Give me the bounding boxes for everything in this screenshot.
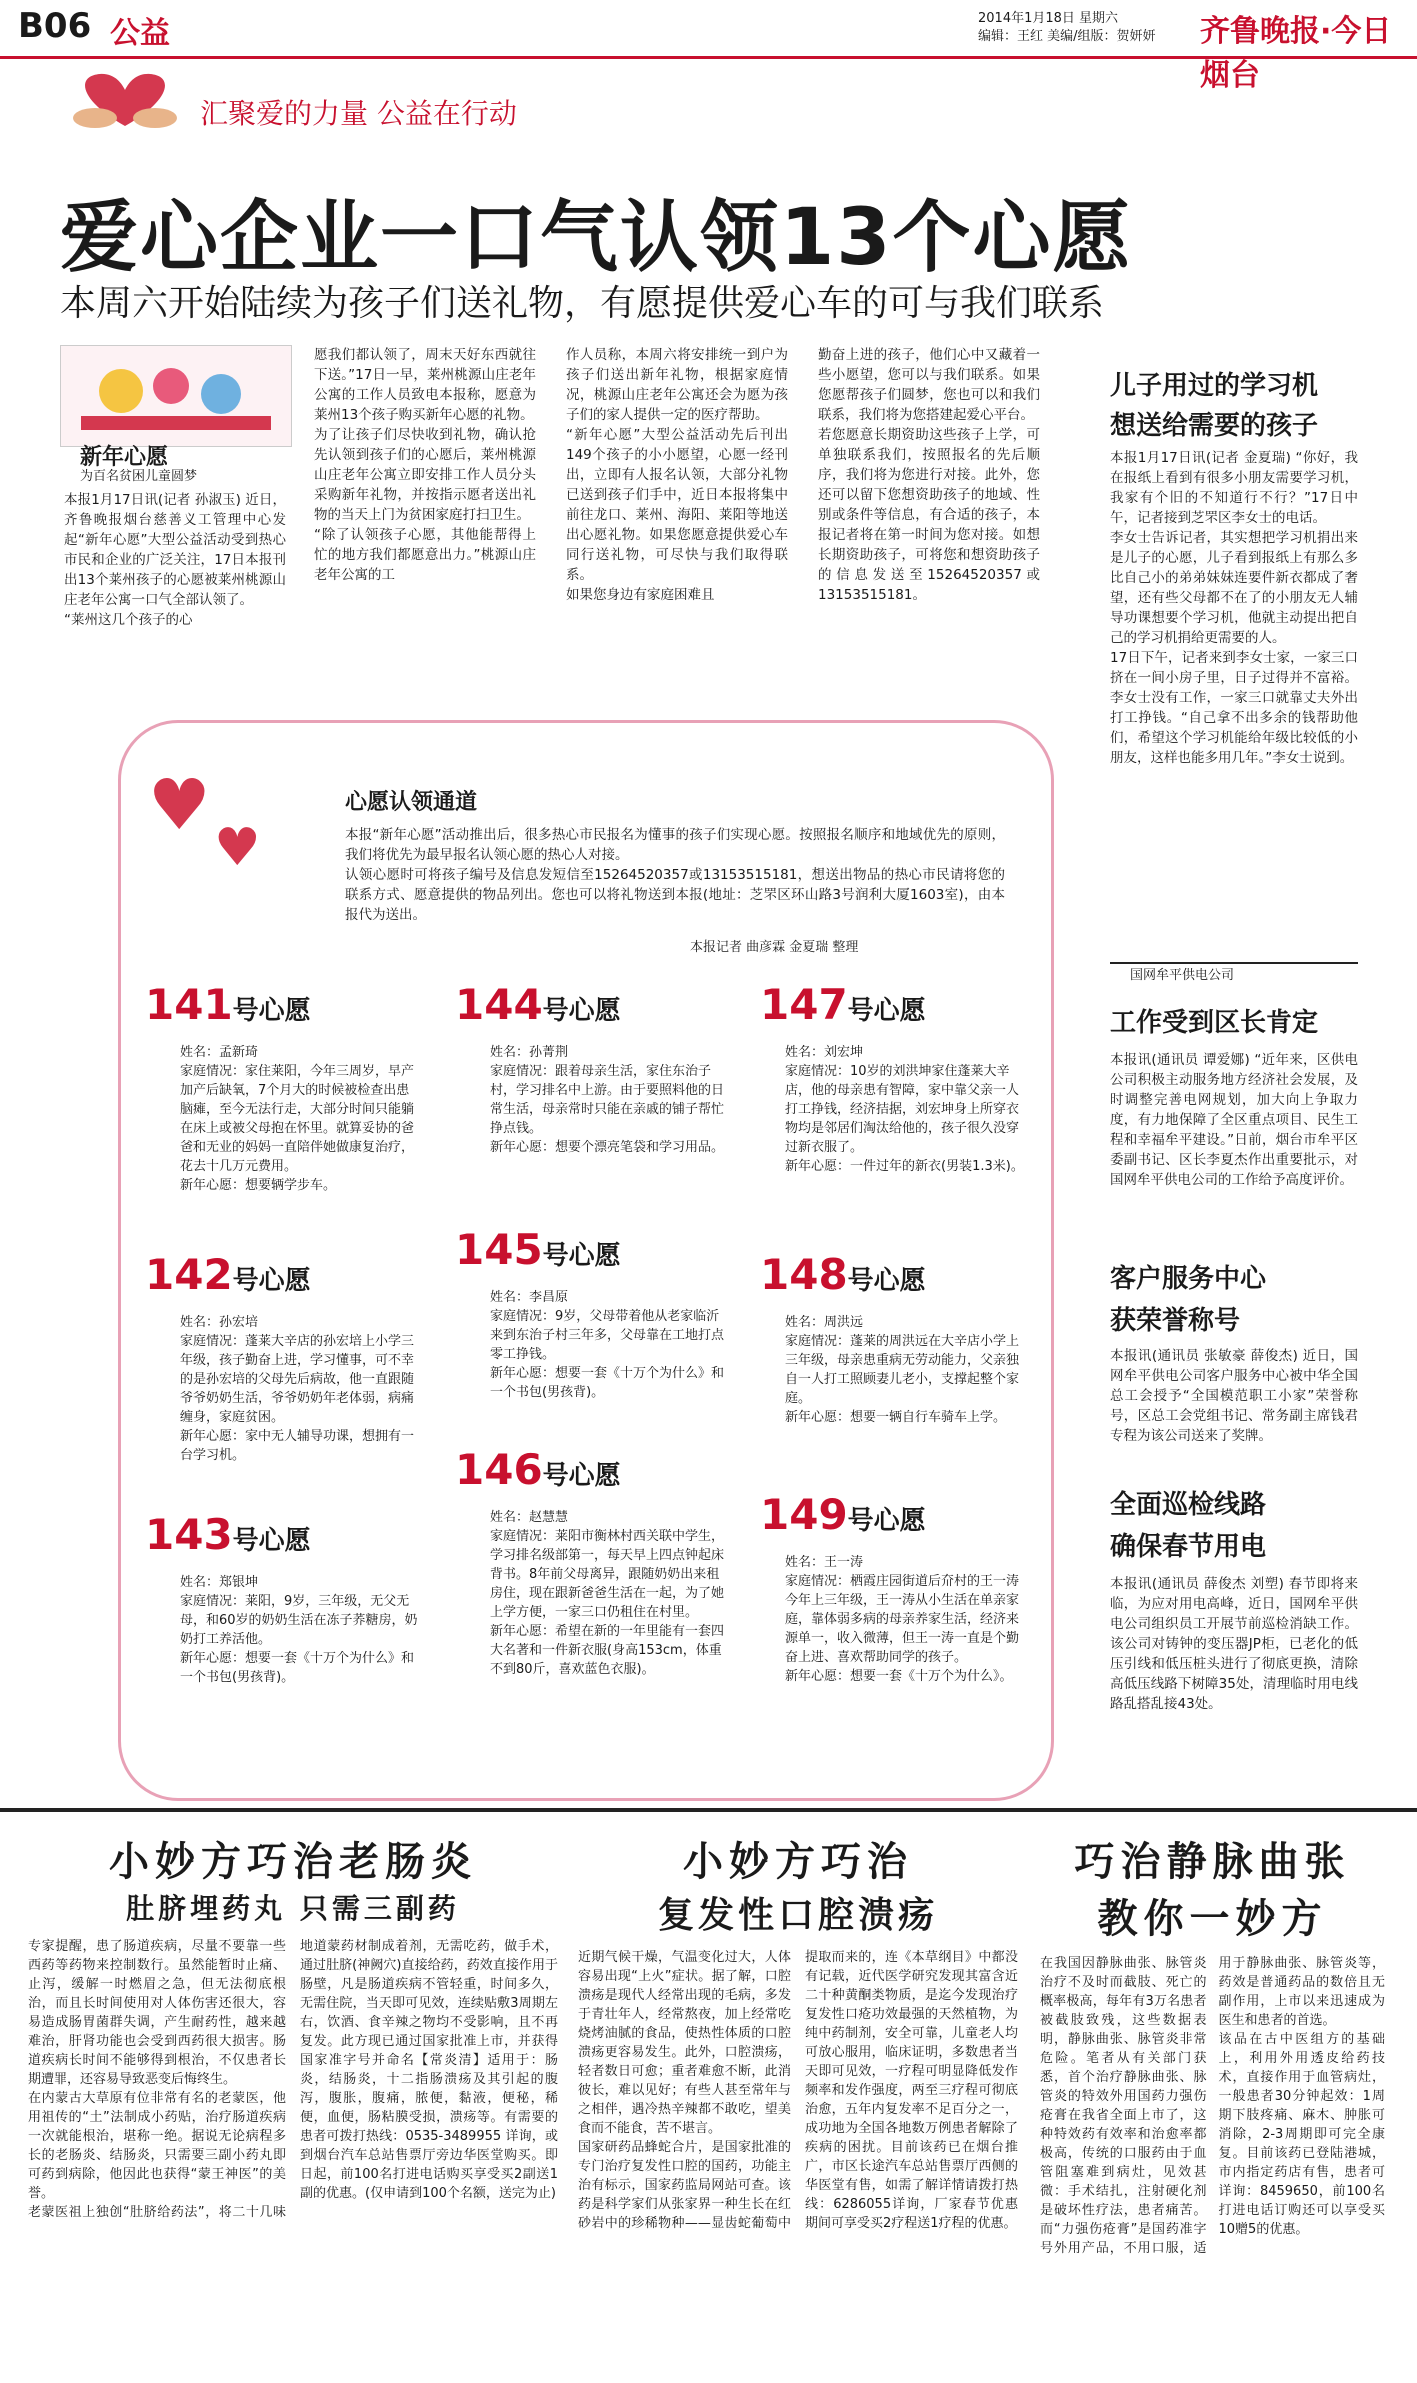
wish-card xyxy=(145,1510,420,1687)
wish-card xyxy=(145,1250,420,1465)
wish-suffix: 号心愿 xyxy=(847,1506,926,1536)
wish-suffix: 号心愿 xyxy=(847,1266,926,1296)
ad-2-subtitle: 复发性口腔溃疡 xyxy=(657,1895,938,1936)
wish-suffix: 号心愿 xyxy=(232,996,311,1026)
story-column-1: 本报1月17日讯(记者 孙淑玉) 近日，齐鲁晚报烟台慈善义工管理中心发起“新年心愿”大型公益活动受到热心市民和企业的广泛关注，17日本报刊出13个莱州孩子的心愿被莱州桃源山庄老年公寓一口气全部认领了。 “莱州这几个孩子的心 xyxy=(64,492,286,628)
wish-details: 姓名：李昌原 家庭情况：9岁，父母带着他从老家临沂来到东治子村三年多，父母靠在工地打点零工挣钱。 新年心愿：想要一套《十万个为什么》和一个书包(男孩背)。 xyxy=(490,1290,725,1400)
wish-details: 姓名：周洪远 家庭情况：蓬莱的周洪远在大辛店小学上三年级，母亲患重病无劳动能力，父亲独自一人打工照顾妻儿老小，支撑起整个家庭。 新年心愿：想要一辆自行车骑车上学。 xyxy=(785,1315,1020,1425)
side-story-3-body: 本报讯(通讯员 张敏豪 薛俊杰) 近日，国网牟平供电公司客户服务中心被中华全国总工会授予“全国模范职工小家”荣誉称号，区总工会党组书记、常务副主席钱君专程为该公司送来了奖牌。 xyxy=(1110,1348,1358,1444)
ad-3 xyxy=(1040,1830,1385,2258)
story-column-4: 勤奋上进的孩子，他们心中又藏着一些小愿望，您可以与我们联系。如果您愿帮孩子们圆梦，您也可以和我们联系，我们将为您搭建起爱心平台。 若您愿意长期资助这些孩子上学，可单独联系我们，按照报名的先后顺序，我们将为您进行对接。此外，您还可以留下您想资助孩子的地域、性别或条件等信息，有合适的孩子，本报记者将在第一时间为您对接。如想长期资助孩子，可将您和想资助孩子的信息发送至15264520357或13153515181。 xyxy=(818,347,1040,603)
channel-intro: 本报“新年心愿”活动推出后，很多热心市民报名为懂事的孩子们实现心愿。按照报名顺序和地域优先的原则，我们将优先为最早报名认领心愿的热心人对接。 认领心愿时可将孩子编号及信息发短信至15264520357或13153515181，想送出物品的热心市民请将您的联系方式、愿意提供的物品列出。您也可以将礼物送到本报(地址：芝罘区环山路3号润利大厦1603室)，由本报代为送出。 xyxy=(345,827,1005,923)
new-year-wish-logo xyxy=(60,345,292,447)
ad-3-title: 巧治静脉曲张 xyxy=(1074,1839,1351,1885)
wish-card xyxy=(760,980,1030,1176)
wish-suffix: 号心愿 xyxy=(542,996,621,1026)
side-story-3-title-line2: 获荣誉称号 xyxy=(1110,1306,1241,1336)
side-story-2-body: 本报讯(通讯员 谭爱娜) “近年来，区供电公司积极主动服务地方经济社会发展，及时调整完善电网规划，加大向上争取力度，有力地保障了全区重点项目、民生工程和幸福牟平建设。”日前，烟台市牟平区委副书记、区长李夏杰作出重要批示，对国网牟平供电公司的工作给予高度评价。 xyxy=(1110,1052,1358,1188)
story-column-2: 愿我们都认领了，周末天好东西就往下送。”17日一早，莱州桃源山庄老年公寓的工作人员致电本报称，愿意为莱州13个孩子购买新年心愿的礼物。 为了让孩子们尽快收到礼物，确认抢先认领到孩子们的心愿后，莱州桃源山庄老年公寓立即安排工作人员分头采购新年礼物，并按指示愿者送出礼物的当天上门为贫困家庭打扫卫生。 “除了认领孩子心愿，其他能帮得上忙的地方我们都愿意出力。”桃源山庄老年公寓的工 xyxy=(314,347,536,583)
editor-credit: 编辑：王红 美编/组版：贺妍妍 xyxy=(978,29,1156,44)
ad-1-body: 专家提醒，患了肠道疾病，尽量不要靠一些西药等药物来控制数行。虽然能暂时止痛、止泻，缓解一时燃眉之急，但无法彻底根治，而且长时间使用对人体伤害还很大，容易造成肠胃菌群失调，产生耐药性，越来越难治，肝肾功能也会受到西药很大损害。肠道疾病长时间不能够得到根治，不仅患者长期遭罪，还容易导致恶变后悔终生。 在内蒙古大草原有位非常有名的老蒙医，他用祖传的“土”法制成小药贴，治疗肠道疾病一次就能根治，堪称一绝。据说无论病程多长的老肠炎、结肠炎，只需要三副小药丸即可药到病除，他因此也获得“蒙王神医”的美誉。 老蒙医祖上独创“肚脐给药法”，将二十几味地道蒙药材制成着剂，无需吃药，做手术，通过肚脐(神阙穴)直接给药，药效直接作用于肠壁，凡是肠道疾病不管轻重，时间多久，无需住院，当天即可见效，连续贴敷3周期左右，饮酒、食辛辣之物均不受影响，且不再复发。此方现已通过国家批准上市，并获得国家准字号并命名【常炎清】适用于：肠炎，结肠炎，十二指肠溃疡及其引起的腹泻，腹胀，腹痛，脓便，黏液，便秘，稀便，血便，肠粘膜受损，溃疡等。有需要的患者可拨打热线：0535-3489955 详询，或到烟台汽车总站售票厅旁边华医堂购买。即日起，前100名打进电话购买享受买2副送1副的优惠。(仅申请到100个名额，送完为止) xyxy=(28,1939,558,2220)
side-story-4-title-line2: 确保春节用电 xyxy=(1110,1532,1267,1562)
wish-details: 姓名：刘宏坤 家庭情况：10岁的刘洪坤家住蓬莱大辛店，他的母亲患有智障，家中靠父亲一人打工挣钱，经济拮据，刘宏坤身上所穿衣物均是邻居们淘汰给他的，孩子很久没穿过新衣服了。 新年心愿：一件过年的新衣(男装1.3米)。 xyxy=(785,1045,1024,1174)
ad-2-title: 小妙方巧治 xyxy=(683,1839,913,1885)
ad-2-body: 近期气候干燥，气温变化过大，人体容易出现“上火”症状。据了解，口腔溃疡是现代人经常出现的毛病，多发于青壮年人，经常熬夜，加上经常吃烧烤油腻的食品，使热性体质的口腔溃疡更容易发生。此外，口腔溃疡，轻者数日可愈；重者难愈不断，此消彼长，难以见好；有些人甚至常年与之相伴，遇冷热辛辣都不敢吃，望美食而不能食，苦不堪言。 国家研药品蜂蛇合片，是国家批准的专门治疗复发性口腔的国药，功能主治有标示，国家药监局网站可查。该药是科学家们从张家界一种生长在红砂岩中的珍稀物种——显齿蛇葡萄中提取而来的，连《本草纲目》中都没有记载，近代医学研究发现其富含近二十种黄酮类物质，是迄今发现治疗复发性口疮功效最强的天然植物，为纯中药制剂，安全可靠，儿童老人均可放心服用，临床证明，多数患者当天即可见效，一疗程可明显降低发作频率和发作强度，两至三疗程可彻底治愈，五年内复发率不足百分之一，成功地为全国各地数万例患者解除了疾病的困扰。目前该药已在烟台推广，市区长途汽车总站售票厅西侧的华医堂有售，如需了解详情请拨打热线：6286055详询，厂家春节优惠期间可享受买2疗程送1疗程的优惠。 xyxy=(578,1950,1018,2231)
company-tag: 国网牟平供电公司 xyxy=(1130,968,1235,983)
wish-number: 149 xyxy=(760,1490,848,1539)
page-number: B06 xyxy=(18,6,92,46)
main-subheadline: 本周六开始陆续为孩子们送礼物，有愿提供爱心车的可与我们联系 xyxy=(60,283,1105,324)
wish-card xyxy=(455,1445,730,1679)
ad-1-subtitle: 肚脐埋药丸 只需三副药 xyxy=(126,1892,460,1925)
wish-number: 143 xyxy=(145,1510,233,1559)
wish-suffix: 号心愿 xyxy=(542,1241,621,1271)
logo-title: 新年心愿 xyxy=(80,445,169,470)
charity-logo xyxy=(60,66,190,136)
side-story-4-title-line1: 全面巡检线路 xyxy=(1110,1490,1267,1520)
section-name: 公益 xyxy=(110,16,170,51)
date-info xyxy=(978,10,1156,46)
wish-number: 147 xyxy=(760,980,848,1029)
story-column-3: 作人员称，本周六将安排统一到户为孩子们送出新年礼物，根据家庭情况，桃源山庄老年公寓还会为愿为孩子们的家人提供一定的医疗帮助。 “新年心愿”大型公益活动先后刊出149个孩子的小小愿望，心愿一经刊出，立即有人报名认领，大部分礼物已送到孩子们手中，近日本报将集中前往龙口、莱州、海阳、莱阳等地送出心愿礼物。如果您愿意提供爱心车同行送礼物，可尽快与我们取得联系。 如果您身边有家庭困难且 xyxy=(566,347,788,603)
side-divider xyxy=(1110,962,1358,964)
heart-icon: ♥ xyxy=(148,764,211,846)
wish-details: 姓名：王一涛 家庭情况：栖霞庄园街道后夼村的王一涛今年上三年级，王一涛从小生活在单亲家庭，靠体弱多病的母亲养家生活，经济来源单一，收入微薄，但王一涛一直是个勤奋上进、喜欢帮助同学的孩子。 新年心愿：想要一套《十万个为什么》。 xyxy=(785,1555,1020,1684)
wish-card xyxy=(760,1250,1030,1427)
wish-suffix: 号心愿 xyxy=(232,1526,311,1556)
side-story-3-title-line1: 客户服务中心 xyxy=(1110,1264,1267,1294)
wish-number: 144 xyxy=(455,980,543,1029)
section-slogan: 汇聚爱的力量 公益在行动 xyxy=(200,97,517,130)
ad-1 xyxy=(28,1830,558,2222)
wish-number: 148 xyxy=(760,1250,848,1299)
main-headline: 爱心企业一口气认领13个心愿 xyxy=(60,193,1133,283)
side-story-1-title-line2: 想送给需要的孩子 xyxy=(1110,411,1319,441)
wish-suffix: 号心愿 xyxy=(232,1266,311,1296)
wish-card xyxy=(455,980,730,1157)
wish-suffix: 号心愿 xyxy=(542,1461,621,1491)
side-story-4-body: 本报讯(通讯员 薛俊杰 刘塑) 春节即将来临，为应对用电高峰，近日，国网牟平供电公司组织员工开展节前巡检消缺工作。该公司对铸钟的变压器JP柜，已老化的低压引线和低压桩头进行了彻底更换，清除高低压线路下树障35处，清理临时用电线路乱搭乱接43处。 xyxy=(1110,1576,1358,1712)
side-story-2-title: 工作受到区长肯定 xyxy=(1110,1008,1319,1038)
ad-3-body: 在我国因静脉曲张、脉管炎治疗不及时而截肢、死亡的概率极高，每年有3万名患者被截肢致残，这些数据表明，静脉曲张、脉管炎非常危险。笔者从有关部门获悉，首个治疗静脉曲张、脉管炎的特效外用国药力强伤疮膏在我省全面上市了，这种特效药有效率和治愈率都极高，传统的口服药由于血管阻塞难到病灶，见效甚微：手术结扎，注射硬化剂是破坏性疗法，患者痛苦。而“力强伤疮膏”是国药准字号外用产品，不用口服，适用于静脉曲张、脉管炎等，药效是普通药品的数倍且无副作用，上市以来迅速成为医生和患者的首选。 该品在古中医组方的基础上，利用外用透皮给药技术，直接作用于血管病灶，一般患者30分钟起效：1周期下肢疼痛、麻木、肿胀可消除，2-3周期即可完全康复。目前该药已登陆港城，市内指定药店有售，患者可详询：8459650，前100名打进电话订购还可以享受买10赠5的优惠。 xyxy=(1040,1956,1385,2256)
wish-card xyxy=(760,1490,1030,1686)
ad-1-title: 小妙方巧治老肠炎 xyxy=(109,1839,477,1885)
wish-details: 姓名：孟新琦 家庭情况：家住莱阳，今年三周岁，早产加产后缺氧，7个月大的时候被检查出患脑瘫，至今无法行走，大部分时间只能躺在床上或被父母抱在怀里。就算妥协的爸爸和无业的妈妈一直陪伴她做康复治疗，花去十几万元费用。 新年心愿：想要辆学步车。 xyxy=(180,1045,415,1193)
wish-number: 146 xyxy=(455,1445,543,1494)
wish-number: 145 xyxy=(455,1225,543,1274)
side-story-1-body: 本报1月17日讯(记者 金夏瑞) “你好，我在报纸上看到有很多小朋友需要学习机，我家有个旧的不知道行不行？”17日中午，记者接到芝罘区李女士的电话。 李女士告诉记者，其实想把学习机捐出来是儿子的心愿，儿子看到报纸上有那么多比自己小的弟弟妹妹连要件新衣都成了奢望，还有些父母都不在了的小朋友无人辅导功课想要个学习机，他就主动提出把自己的学习机捐给更需要的人。 17日下午，记者来到李女士家，一家三口挤在一间小房子里，日子过得并不富裕。李女士没有工作，一家三口就靠丈夫外出打工挣钱。“自己拿不出多余的钱帮助他们，希望这个学习机能给年级比较低的小朋友，这样也能多用几年。”李女士说到。 xyxy=(1110,450,1358,766)
side-story-1-title-line1: 儿子用过的学习机 xyxy=(1110,371,1319,401)
wish-details: 姓名：孙菁荆 家庭情况：跟着母亲生活，家住东治子村，学习排名中上游。由于要照料他的日常生活，母亲常时只能在亲戚的铺子帮忙挣点钱。 新年心愿：想要个漂亮笔袋和学习用品。 xyxy=(490,1045,725,1155)
wish-details: 姓名：孙宏培 家庭情况：蓬莱大辛店的孙宏培上小学三年级，孩子勤奋上进，学习懂事，可不幸的是孙宏培的父母先后病故，他一直跟随爷爷奶奶生活，爷爷奶奶年老体弱，病痛缠身，家庭贫困。 新年心愿：家中无人辅导功课，想拥有一台学习机。 xyxy=(180,1315,415,1463)
ad-2 xyxy=(578,1830,1018,2233)
wish-card xyxy=(145,980,420,1195)
wish-card xyxy=(455,1225,730,1402)
logo-subtitle: 为百名贫困儿童圆梦 xyxy=(80,469,198,484)
wish-suffix: 号心愿 xyxy=(847,996,926,1026)
ad-section-rule xyxy=(0,1808,1417,1812)
ad-3-subtitle: 教你一妙方 xyxy=(1097,1896,1328,1942)
channel-credit: 本报记者 曲彦霖 金夏瑞 整理 xyxy=(690,940,859,955)
heart-icon-small: ♥ xyxy=(214,818,261,878)
issue-date: 2014年1月18日 星期六 xyxy=(978,11,1119,26)
wish-details: 姓名：郑银坤 家庭情况：莱阳，9岁，三年级，无父无母，和60岁的奶奶生活在冻子荞糖房，奶奶打工养活他。 新年心愿：想要一套《十万个为什么》和一个书包(男孩背)。 xyxy=(180,1575,418,1685)
channel-title: 心愿认领通道 xyxy=(345,790,478,815)
newspaper-brand: 齐鲁晚报·今日烟台 xyxy=(1200,14,1392,93)
wish-details: 姓名：赵慧慧 家庭情况：莱阳市衡林村西关联中学生，学习排名级部第一，每天早上四点钟起床背书。8年前父母离异，跟随奶奶出来租房住，现在跟新爸爸生活在一起，为了她上学方便，一家三口仍租住在村里。 新年心愿：希望在新的一年里能有一套四大名著和一件新衣服(身高153cm，体重不到80斤，喜欢蓝色衣服)。 xyxy=(490,1510,725,1677)
wish-number: 141 xyxy=(145,980,233,1029)
heart-hands-icon xyxy=(60,66,190,136)
wish-number: 142 xyxy=(145,1250,233,1299)
